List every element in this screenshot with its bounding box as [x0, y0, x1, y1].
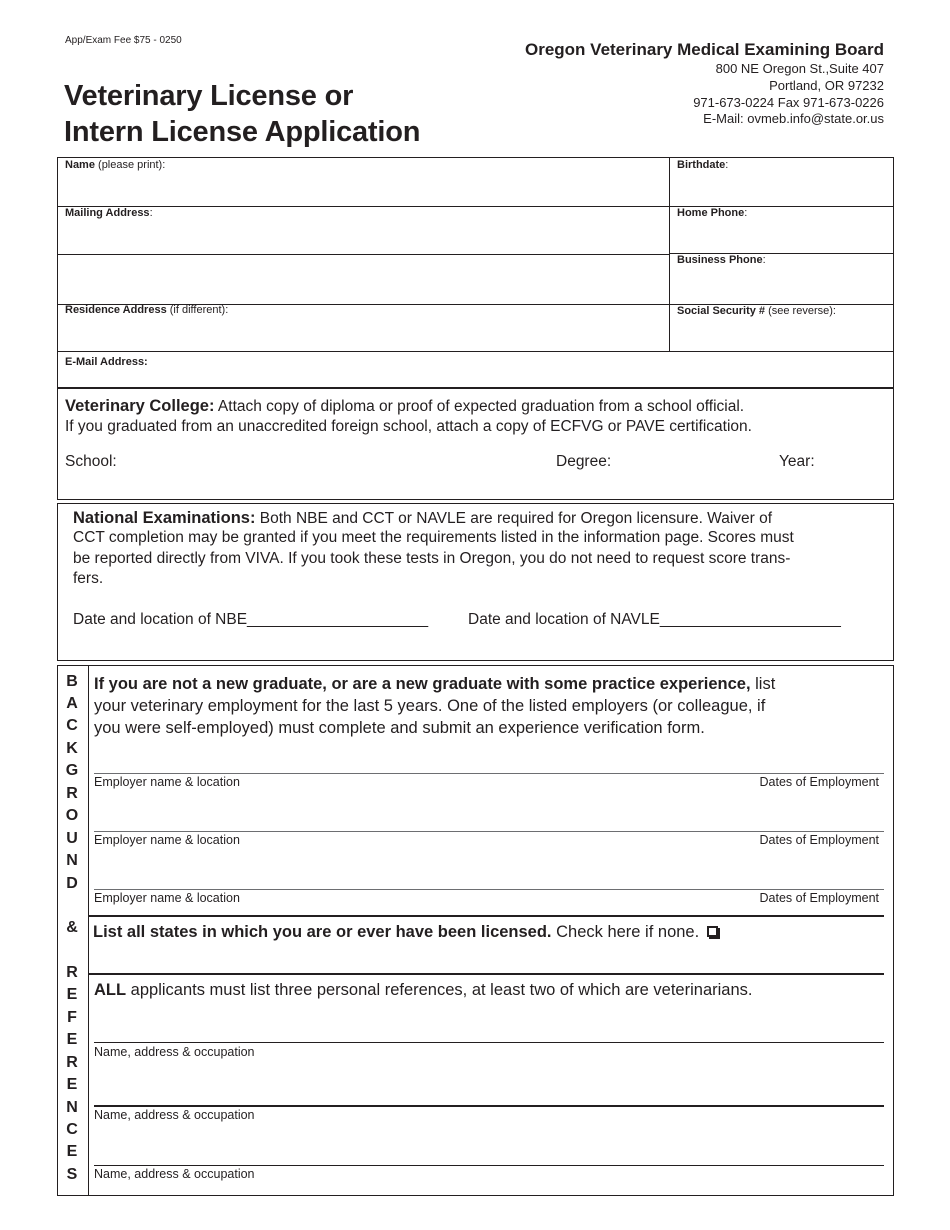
background-intro	[94, 673, 775, 696]
form-title-line1: Veterinary License or	[64, 80, 354, 112]
exams-text-3: be reported directly from VIVA. If you took these tests in Oregon, you do not need to request score trans-	[73, 550, 791, 567]
exams-heading: National Examinations:	[73, 509, 256, 527]
states-heading: List all states in which you are or ever have been licensed.	[93, 923, 552, 941]
side-letter: S	[66, 1166, 78, 1183]
background-intro-line3: you were self-employed) must complete and submit an experience verification form.	[94, 719, 705, 737]
background-intro-line2: your veterinary employment for the last 5 years. One of the listed employers (or colleague, if	[94, 697, 766, 715]
business-phone-field[interactable]	[677, 254, 766, 266]
references-bold: ALL	[94, 981, 127, 999]
college-text-2: If you graduated from an unaccredited foreign school, attach a copy of ECFVG or PAVE certification.	[65, 418, 752, 435]
board-phone-fax: 971-673-0224 Fax 971-673-0226	[693, 95, 884, 110]
reference-line[interactable]	[94, 1042, 884, 1043]
references-instructions	[94, 980, 752, 1001]
email-label: E-Mail Address:	[65, 356, 148, 368]
employer-line[interactable]	[94, 773, 884, 774]
board-name: Oregon Veterinary Medical Examining Board	[525, 40, 884, 59]
side-letter: K	[66, 740, 78, 757]
row-divider	[57, 254, 669, 255]
college-instructions	[65, 396, 744, 418]
side-letter: R	[66, 785, 78, 802]
employer-line[interactable]	[94, 889, 884, 890]
side-letter: O	[65, 807, 79, 824]
states-divider-bottom	[89, 973, 884, 975]
side-letter: &	[66, 919, 78, 936]
row-divider	[57, 388, 894, 389]
board-address-line2: Portland, OR 97232	[769, 78, 884, 93]
employer-label: Employer name & location	[94, 833, 240, 847]
reference-label: Name, address & occupation	[94, 1167, 255, 1181]
side-letter: C	[66, 1121, 78, 1138]
ssn-field[interactable]	[677, 305, 836, 317]
references-text: applicants must list three personal references, at least two of which are veterinarians.	[126, 981, 753, 999]
employer-label: Employer name & location	[94, 891, 240, 905]
states-licensed	[93, 922, 718, 943]
side-letter: N	[66, 1099, 78, 1116]
reference-label: Name, address & occupation	[94, 1108, 255, 1122]
states-check-text: Check here if none.	[551, 923, 704, 941]
degree-field[interactable]: Degree:	[556, 453, 612, 470]
background-intro-bold: If you are not a new graduate, or are a new graduate with some practice experience,	[94, 675, 751, 693]
side-letter: R	[66, 1054, 78, 1071]
business-phone-label: Business Phone	[677, 254, 763, 266]
year-field[interactable]: Year:	[779, 453, 815, 470]
exam-instructions	[73, 508, 772, 530]
mailing-address-field[interactable]	[65, 207, 153, 219]
side-letter: D	[66, 875, 78, 892]
home-phone-label: Home Phone	[677, 207, 745, 219]
school-field[interactable]: School:	[65, 453, 117, 470]
exams-text-1: Both NBE and CCT or NAVLE are required for Oregon licensure. Waiver of	[255, 510, 773, 527]
business-phone-colon: :	[762, 254, 766, 266]
side-letter: E	[66, 1143, 78, 1160]
college-heading: Veterinary College:	[65, 397, 215, 415]
name-field[interactable]	[65, 159, 165, 171]
birthdate-label: Birthdate	[677, 159, 726, 171]
reference-label: Name, address & occupation	[94, 1045, 255, 1059]
dates-label: Dates of Employment	[759, 891, 879, 905]
reference-line[interactable]	[94, 1165, 884, 1166]
nbe-field[interactable]: Date and location of NBE_____________________	[73, 611, 429, 628]
name-note: (please print):	[94, 159, 166, 171]
college-text-1: Attach copy of diploma or proof of expected graduation from a school official.	[214, 398, 745, 415]
side-letter: G	[65, 762, 79, 779]
ssn-note: (see reverse):	[765, 305, 836, 317]
background-intro-rest: list	[750, 675, 776, 693]
side-letter: E	[66, 1031, 78, 1048]
states-divider-top	[89, 915, 884, 917]
birthdate-colon: :	[725, 159, 729, 171]
side-letter: U	[66, 830, 78, 847]
reference-line[interactable]	[94, 1105, 884, 1107]
home-phone-field[interactable]	[677, 207, 747, 219]
form-title-line2: Intern License Application	[64, 116, 421, 148]
side-column-divider	[88, 665, 89, 1196]
residence-address-label: Residence Address	[65, 304, 167, 316]
ssn-label: Social Security #	[677, 305, 766, 317]
employer-label: Employer name & location	[94, 775, 240, 789]
residence-address-note: (if different):	[166, 304, 229, 316]
exams-text-4: fers.	[73, 570, 104, 587]
mailing-address-colon: :	[149, 207, 153, 219]
navle-field[interactable]: Date and location of NAVLE_____________________	[468, 611, 841, 628]
side-letter: E	[66, 1076, 78, 1093]
none-checkbox[interactable]	[707, 926, 718, 937]
side-letter: F	[67, 1009, 77, 1026]
board-address-line1: 800 NE Oregon St.,Suite 407	[715, 61, 884, 76]
mailing-address-label: Mailing Address	[65, 207, 150, 219]
dates-label: Dates of Employment	[759, 833, 879, 847]
residence-address-field[interactable]	[65, 304, 228, 316]
row-divider	[57, 206, 894, 207]
birthdate-field[interactable]	[677, 159, 728, 171]
dates-label: Dates of Employment	[759, 775, 879, 789]
name-label: Name	[65, 159, 95, 171]
side-letter: N	[66, 852, 78, 869]
fee-note: App/Exam Fee $75 - 0250	[65, 35, 182, 46]
side-letter: C	[66, 717, 78, 734]
side-letter: R	[66, 964, 78, 981]
side-letter: A	[66, 695, 78, 712]
side-letter: E	[66, 986, 78, 1003]
column-divider	[669, 157, 670, 351]
employer-line[interactable]	[94, 831, 884, 832]
home-phone-colon: :	[744, 207, 748, 219]
board-email: E-Mail: ovmeb.info@state.or.us	[703, 111, 884, 126]
side-letter: B	[66, 673, 78, 690]
exams-text-2: CCT completion may be granted if you meet the requirements listed in the information page. Scores must	[73, 529, 794, 546]
